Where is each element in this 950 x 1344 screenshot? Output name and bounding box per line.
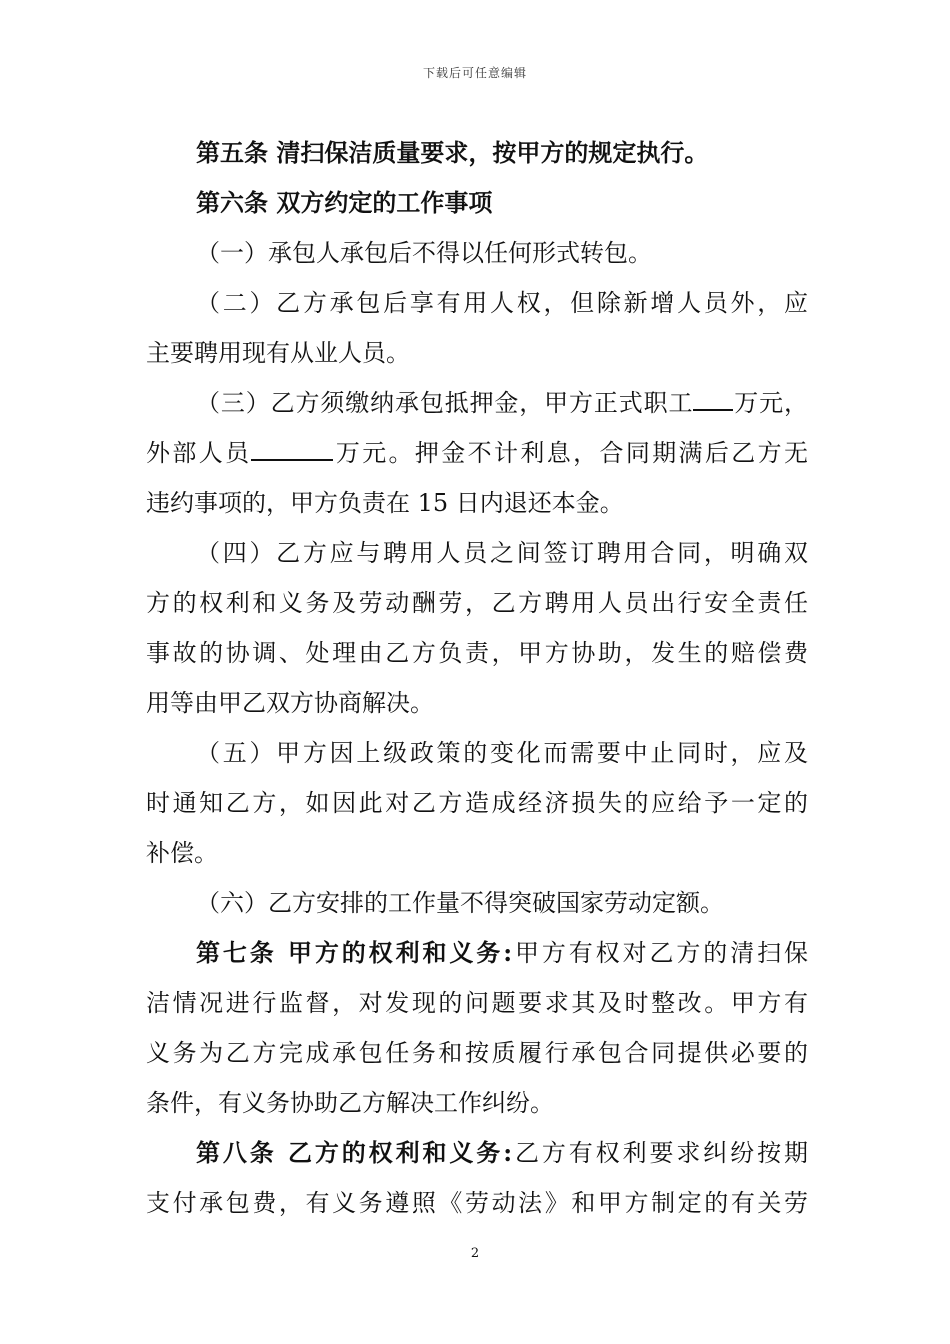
article-8-line-2: 支付承包费，有义务遵照《劳动法》和甲方制定的有关劳 [146,1189,808,1217]
item-4-line-2: 方的权利和义务及劳动酬劳，乙方聘用人员出行安全责任 [146,589,808,617]
article-7-text: 甲方有权对乙方的清扫保 [512,939,809,967]
article-8-heading: 第八条 乙方的权利和义务: [196,1138,513,1167]
item-5-line-3: 补偿。 [146,839,218,867]
deposit-staff-blank [693,383,733,411]
article-7-line-2: 洁情况进行监督，对发现的问题要求其及时整改。甲方有 [146,989,808,1017]
item-3-text-d: 万元。押金不计利息，合同期满后乙方无 [333,439,809,467]
item-6: （六）乙方安排的工作量不得突破国家劳动定额。 [196,889,724,917]
deposit-external-blank [251,433,333,461]
item-4-line-3: 事故的协调、处理由乙方负责，甲方协助，发生的赔偿费 [146,639,808,667]
article-8-text: 乙方有权利要求纠纷按期 [512,1139,809,1167]
page-number: 2 [470,1246,480,1261]
item-5-line-1: （五）甲方因上级政策的变化而需要中止同时，应及 [196,739,808,767]
item-3-text-a: （三）乙方须缴纳承包抵押金，甲方正式职工 [196,389,694,417]
item-3-line-3: 违约事项的，甲方负责在 15 日内退还本金。 [146,489,624,517]
article-5: 第五条 清扫保洁质量要求，按甲方的规定执行。 [196,138,709,167]
item-3-line-1 [146,378,808,428]
item-2-line-2: 主要聘用现有从业人员。 [146,339,410,367]
article-7-line-1 [146,928,808,978]
article-7-heading: 第七条 甲方的权利和义务: [196,938,513,967]
item-1: （一）承包人承包后不得以任何形式转包。 [196,239,652,267]
article-8-line-1 [146,1128,808,1178]
item-3-text-c: 外部人员 [146,439,252,467]
item-5-line-2: 时通知乙方，如因此对乙方造成经济损失的应给予一定的 [146,789,808,817]
item-4-line-1: （四）乙方应与聘用人员之间签订聘用合同，明确双 [196,539,808,567]
article-7-line-3: 义务为乙方完成承包任务和按质履行承包合同提供必要的 [146,1039,808,1067]
document-body [146,128,808,1228]
item-3-text-b: 万元， [733,389,808,417]
article-7-line-4: 条件，有义务协助乙方解决工作纠纷。 [146,1089,554,1117]
item-3-line-2 [146,428,808,478]
item-4-line-4: 用等由甲乙双方协商解决。 [146,689,434,717]
header-note: 下载后可任意编辑 [422,66,527,80]
article-6-heading: 第六条 双方约定的工作事项 [196,188,493,217]
item-2-line-1: （二）乙方承包后享有用人权，但除新增人员外，应 [196,289,808,317]
